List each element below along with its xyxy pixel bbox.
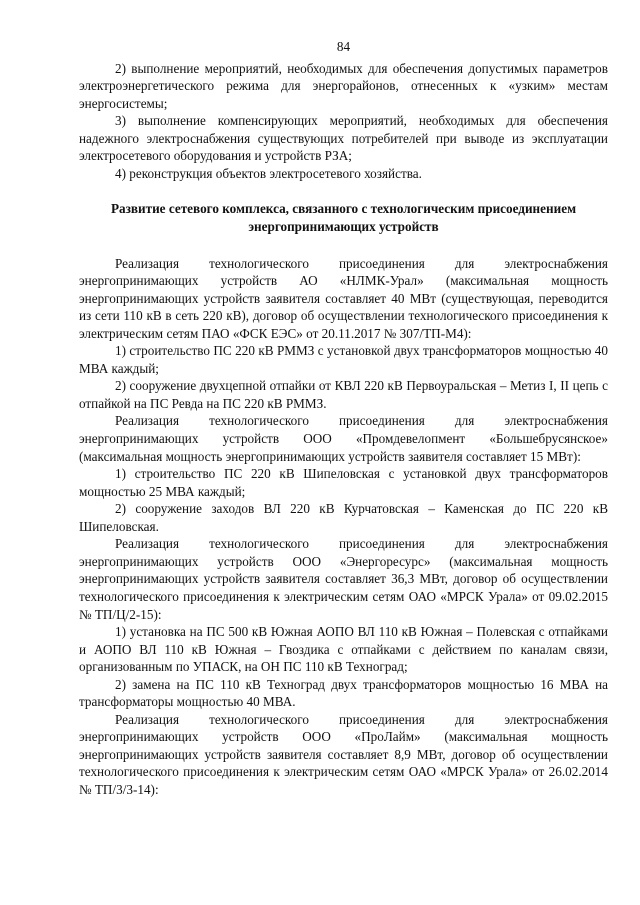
- section-intro: Реализация технологического присоединения для электроснабжения энергопринимающих устройств АО «НЛМК-Урал» (максимальная мощность энергопринимающих устройств заявителя составляет 40 МВт (существующая, переводится из сети 110 кВ в сеть 220 кВ), договор об осуществлении технологического присоединения к электрическим сетям ПАО «ФСК ЕЭС» от 20.11.2017 № 307/ТП-М4):: [79, 255, 608, 341]
- section-item: 2) замена на ПС 110 кВ Техноград двух трансформаторов мощностью 16 МВА на трансформаторы мощностью 40 МВА.: [79, 676, 608, 710]
- section-promdevelopment: [79, 412, 608, 535]
- intro-item: 4) реконструкция объектов электросетевого хозяйства.: [115, 165, 422, 181]
- intro-item: 2) выполнение мероприятий, необходимых для обеспечения допустимых параметров электроэнергетического режима для энергорайонов, отнесенных к «узким» местам энергосистемы;: [79, 60, 608, 111]
- intro-item: 3) выполнение компенсирующих мероприятий, необходимых для обеспечения надежного электроснабжения существующих потребителей при выводе из эксплуатации электросетевого оборудования и устройств РЗА;: [79, 113, 608, 164]
- section-item: 2) сооружение двухцепной отпайки от КВЛ 220 кВ Первоуральская – Метиз I, II цепь с отпайкой на ПС Ревда на ПС 220 кВ РММЗ.: [79, 378, 608, 411]
- section-intro: Реализация технологического присоединения для электроснабжения энергопринимающих устройств ООО «Промдевелопмент «Большебрусянское» (максимальная мощность энергопринимающих устройств заявителя составляет 15 МВт):: [79, 413, 608, 464]
- document-page: [79, 38, 608, 799]
- spacer: [79, 182, 608, 200]
- section-intro: Реализация технологического присоединения для электроснабжения энергопринимающих устройств ООО «Энергоресурс» (максимальная мощность энергопринимающих устройств заявителя составляет 36,3 МВт, договор об осуществлении технологического присоединения к электрическим сетям ОАО «МРСК Урала» от 09.02.2015 № ТП/Ц/2-15):: [79, 536, 608, 622]
- section-item: 1) строительство ПС 220 кВ Шипеловская с установкой двух трансформаторов мощностью 25 МВА каждый;: [79, 466, 608, 499]
- section-heading: Развитие сетевого комплекса, связанного с технологическим присоединением энергопринимающих устройств: [110, 201, 577, 234]
- section-prolaim: [79, 711, 608, 799]
- section-item: 1) строительство ПС 220 кВ РММЗ с установкой двух трансформаторов мощностью 40 МВА каждый;: [79, 343, 608, 376]
- spacer: [79, 236, 608, 255]
- section-item: 2) сооружение заходов ВЛ 220 кВ Курчатовская – Каменская до ПС 220 кВ Шипеловская.: [79, 501, 608, 534]
- section-nlmk: [79, 255, 608, 413]
- section-intro: Реализация технологического присоединения для электроснабжения энергопринимающих устройств ООО «ПроЛайм» (максимальная мощность энергопринимающих устройств заявителя составляет 8,9 МВт, договор об осуществлении технологического присоединения к электрическим сетям ОАО «МРСК Урала» от 26.02.2014 № ТП/3/3-14):: [79, 711, 608, 797]
- page-number: 84: [336, 39, 351, 54]
- section-energoresurs: [79, 535, 608, 710]
- section-item: 1) установка на ПС 500 кВ Южная АОПО ВЛ 110 кВ Южная – Полевская с отпайками и АОПО ВЛ 110 кВ Южная – Гвоздика с отпайками с действием по каналам связи, организованным по УПАСК, на ОН ПС 110 кВ Техноград;: [79, 624, 608, 675]
